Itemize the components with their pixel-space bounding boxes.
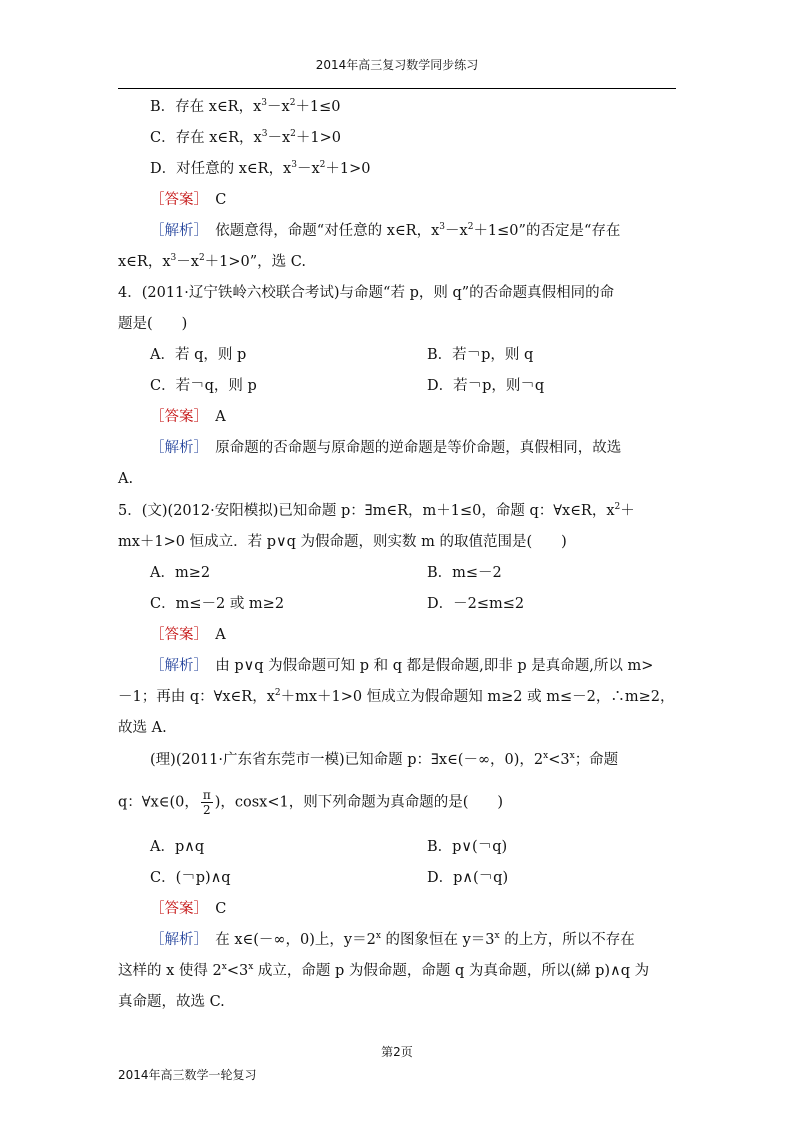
answer-tag: ［答案］ <box>150 409 201 425</box>
q5-wen-option-c: C．m≤－2 或 m≥2 <box>150 596 285 612</box>
q3-option-d: D．对任意的 x∈R，$x^3-x^2+1>0$ <box>150 160 371 177</box>
header-rule <box>118 88 676 89</box>
analysis-tag: ［解析］ <box>150 658 201 674</box>
footer-note: 2014年高三数学一轮复习 <box>118 1068 257 1082</box>
analysis-tag: ［解析］ <box>150 223 201 239</box>
q5-wen-option-d: D．－2≤m≤2 <box>427 596 525 612</box>
q5-wen-option-b: B．m≤－2 <box>427 565 502 581</box>
answer-tag: ［答案］ <box>150 627 201 643</box>
q4-answer: ［答案］ A <box>150 409 226 425</box>
q5-wen-analysis-line2: －1；再由 q：∀x∈R，$x^2+mx+1>0$ 恒成立为假命题知 m≥2 或 m≤－2，∴m≥2， <box>118 688 675 705</box>
page-header: 2014年高三复习数学同步练习 <box>315 58 479 72</box>
q4-analysis-line1: ［解析］ 原命题的否命题与原命题的逆命题是等价命题，真假相同，故选 <box>150 440 622 456</box>
q5-li-stem-line1: (理)(2011·广东省东莞市一模)已知命题 p：∃x∈(－∞，0)，$2^x<3^x$；命题 <box>150 751 619 768</box>
q5-li-analysis-line3: 真命题，故选 C. <box>118 994 225 1010</box>
analysis-tag: ［解析］ <box>150 440 201 456</box>
pi-over-2-fraction: $\frac{\pi}{2}$ <box>202 788 211 817</box>
q5-li-answer: ［答案］ C <box>150 901 227 917</box>
q5-li-analysis-line1: ［解析］ 在 x∈(－∞，0)上，$y=2^x$ 的图象恒在 $y=3^x$ 的上方，所以不存在 <box>150 931 635 948</box>
q4-option-c: C．若￢q，则 p <box>150 378 257 394</box>
analysis-tag: ［解析］ <box>150 932 201 948</box>
q4-option-d: D．若￢p，则￢q <box>427 378 545 394</box>
q5-li-option-a: A．p∧q <box>150 839 205 855</box>
q5-wen-analysis-line3: 故选 A. <box>118 720 167 736</box>
q5-li-analysis-line2: 这样的 x 使得 $2^x<3^x$ 成立，命题 p 为假命题，命题 q 为真命题，所以(綈 p)∧q 为 <box>118 962 650 979</box>
q4-stem-line2: 题是( ) <box>118 316 188 332</box>
q4-option-a: A．若 q，则 p <box>150 347 247 363</box>
q3-option-c: C．存在 x∈R，$x^3-x^2+1>0$ <box>150 129 341 146</box>
q5-wen-option-a: A．m≥2 <box>150 565 211 581</box>
q5-li-option-c: C．(￢p)∧q <box>150 870 231 886</box>
q5-li-option-b: B．p∨(￢q) <box>427 839 508 855</box>
q3-answer: ［答案］ C <box>150 192 227 208</box>
q3-option-b: B．存在 x∈R，$x^3-x^2+1\le 0$ <box>150 98 341 115</box>
page-number: 第2页 <box>381 1045 413 1059</box>
q5-wen-answer: ［答案］ A <box>150 627 226 643</box>
q5-li-stem-line2: q：∀x∈(0， $\frac{\pi}{2}$ )，cosx<1，则下列命题为真命题的是( ) <box>118 788 504 817</box>
q4-option-b: B．若￢p，则 q <box>427 347 534 363</box>
q5-li-option-d: D．p∧(￢q) <box>427 870 509 886</box>
q4-analysis-line2: A. <box>118 471 134 487</box>
answer-tag: ［答案］ <box>150 901 201 917</box>
q3-analysis-line1: ［解析］ 依题意得，命题“对任意的 x∈R，$x^3-x^2+1\le 0$”的否定是“存在 <box>150 222 621 239</box>
q5-wen-stem-line2: mx＋1>0 恒成立．若 p∨q 为假命题，则实数 m 的取值范围是( ) <box>118 534 567 550</box>
q4-stem-line1: 4．(2011·辽宁铁岭六校联合考试)与命题“若 p，则 q”的否命题真假相同的命 <box>118 285 615 301</box>
answer-tag: ［答案］ <box>150 192 201 208</box>
q3-analysis-line2: x∈R，$x^3-x^2+1>0$”，选 C. <box>118 253 306 270</box>
q5-wen-stem-line1: 5．(文)(2012·安阳模拟)已知命题 p：∃m∈R，m＋1≤0，命题 q：∀x∈R，$x^2+$ <box>118 502 635 519</box>
q5-wen-analysis-line1: ［解析］ 由 p∨q 为假命题可知 p 和 q 都是假命题,即非 p 是真命题,所以 m> <box>150 658 654 674</box>
